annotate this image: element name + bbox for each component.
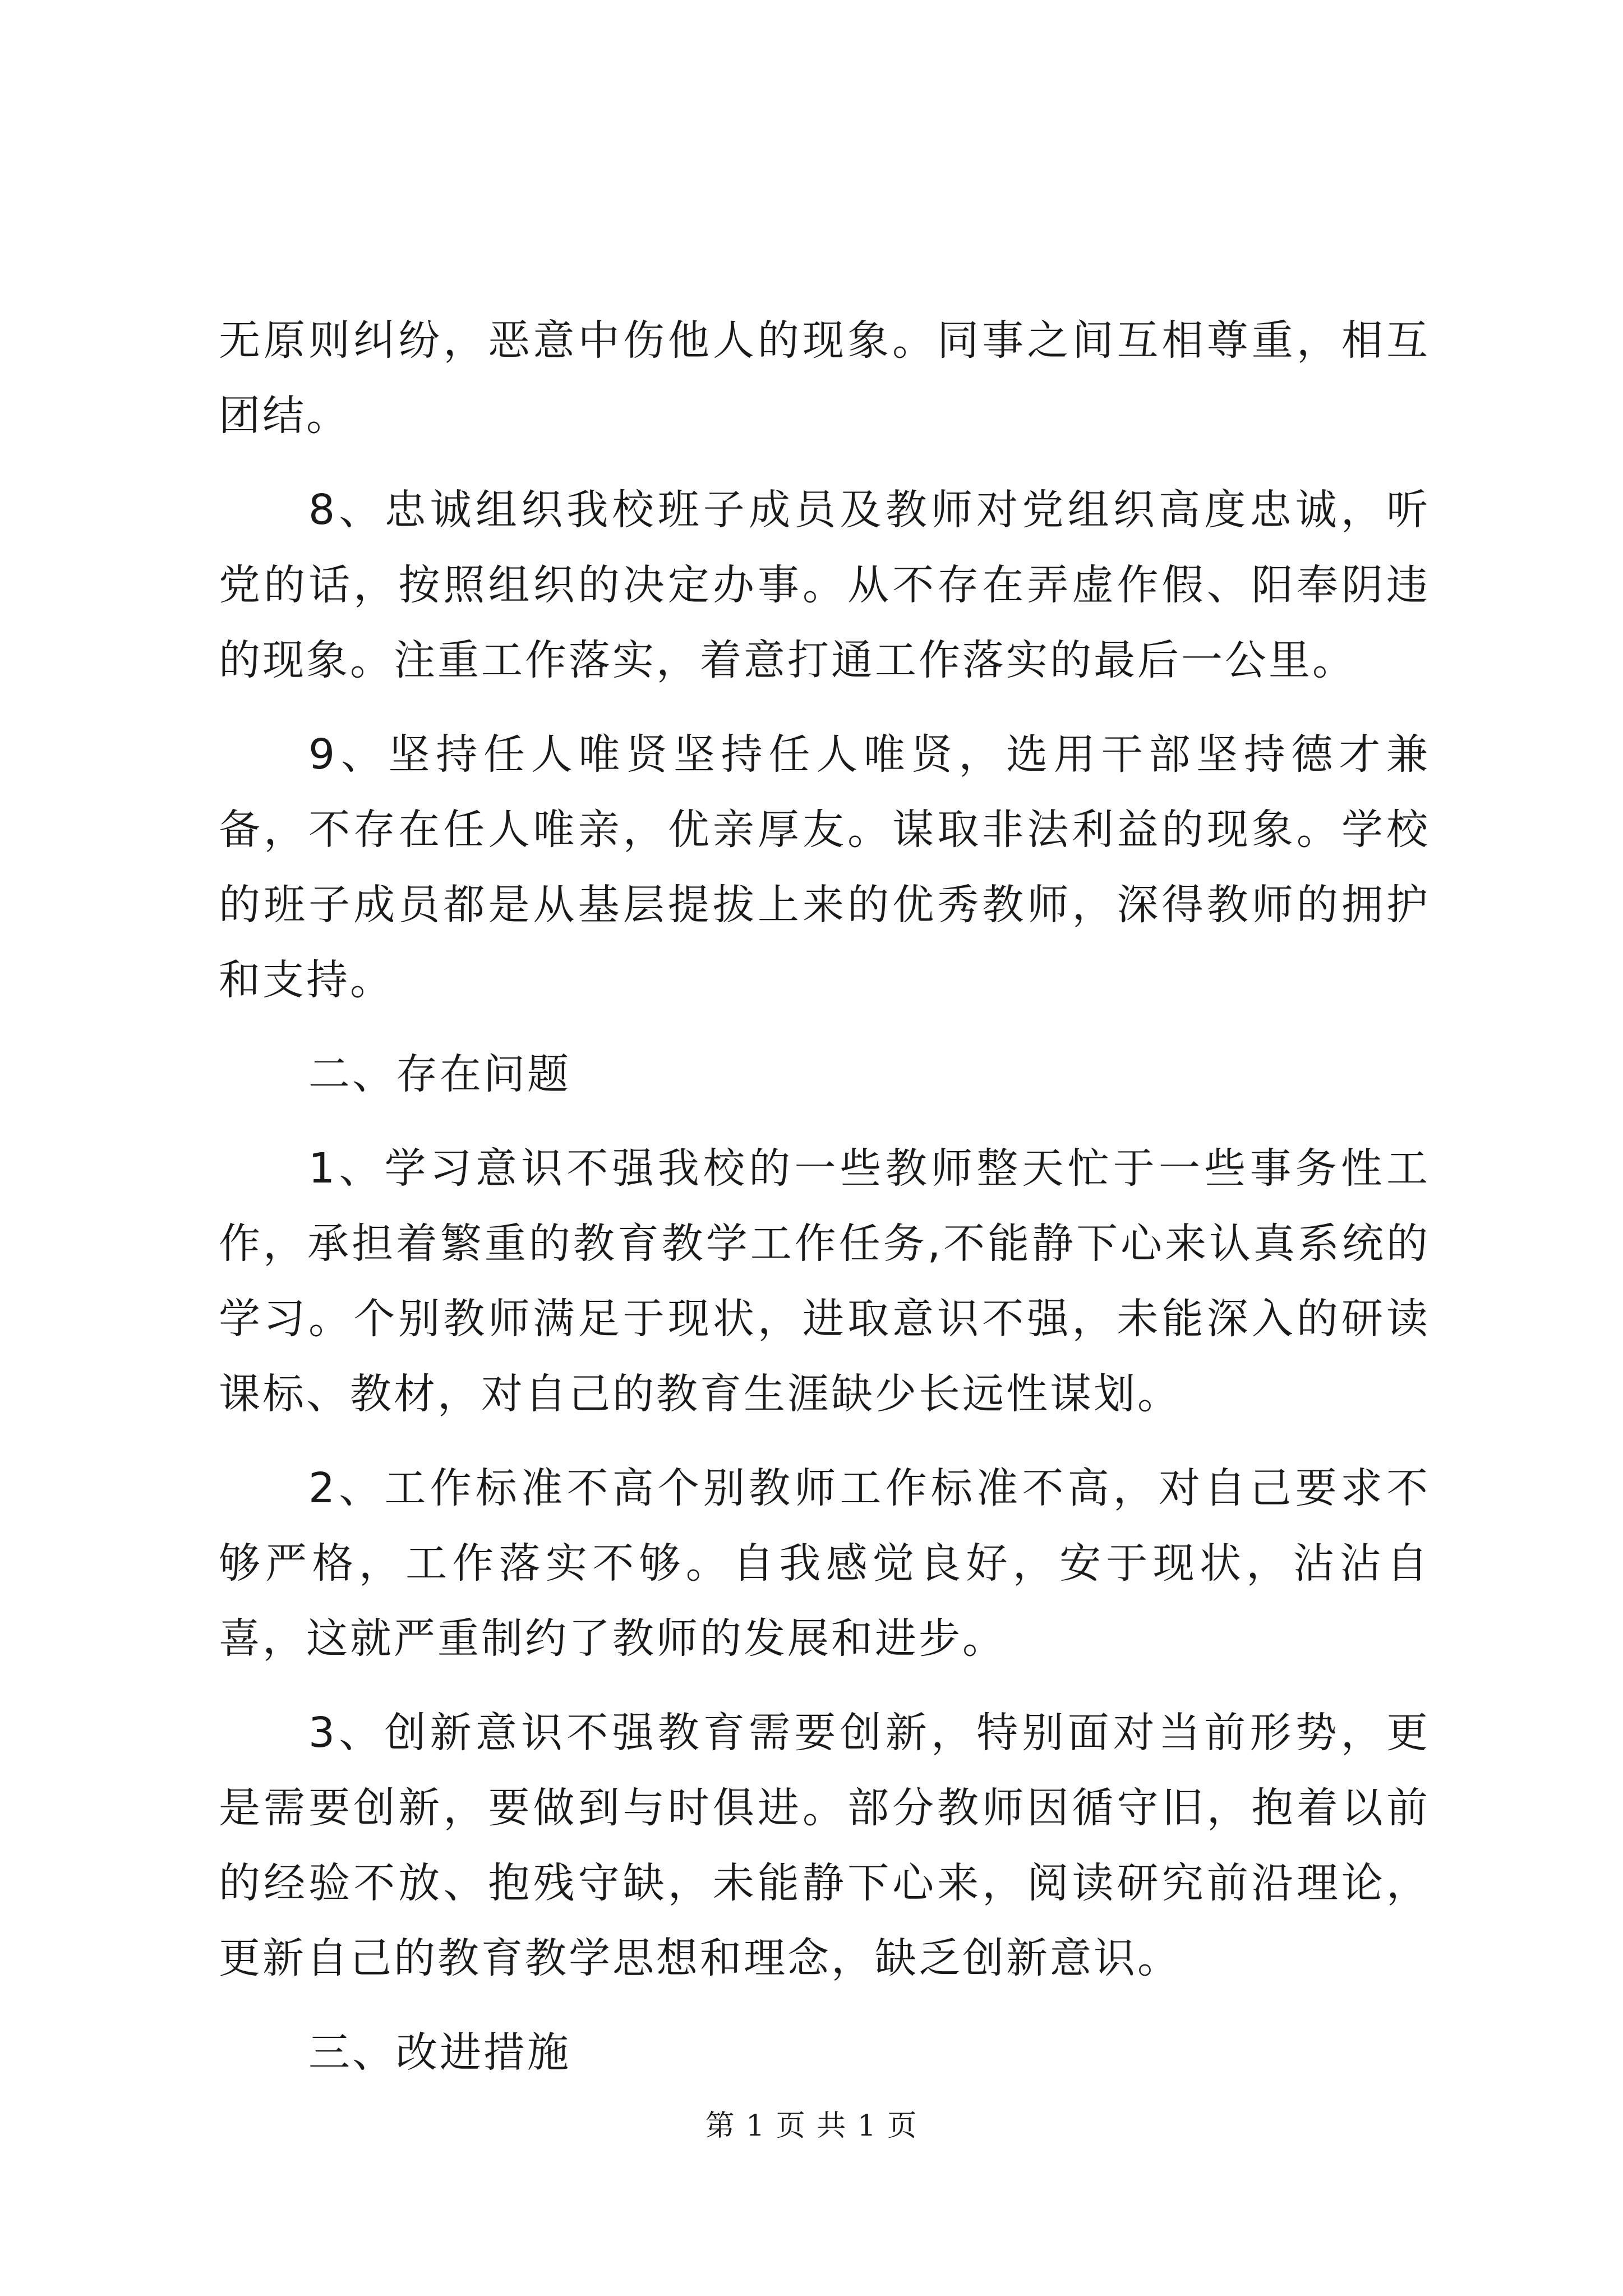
paragraph-problem-3: 3、创新意识不强教育需要创新，特别面对当前形势，更是需要创新，要做到与时俱进。部分教师因循守旧，抱着以前的经验不放、抱残守缺，未能静下心来，阅读研究前沿理论，更新自己的教育教学思想和理念，缺乏创新意识。 <box>219 1709 1430 1982</box>
paragraph-problem-1: 1、学习意识不强我校的一些教师整天忙于一些事务性工作，承担着繁重的教育教学工作任务,不能静下心来认真系统的学习。个别教师满足于现状，进取意识不强，未能深入的研读课标、教材，对自己的教育生涯缺少长远性谋划。 <box>219 1144 1430 1418</box>
paragraph-problem-2: 2、工作标准不高个别教师工作标准不高，对自己要求不够严格，工作落实不够。自我感觉良好，安于现状，沾沾自喜，这就严重制约了教师的发展和进步。 <box>219 1464 1430 1663</box>
paragraph-item-8: 8、忠诚组织我校班子成员及教师对党组织高度忠诚，听党的话，按照组织的决定办事。从不存在弄虚作假、阳奉阴违的现象。注重工作落实，着意打通工作落实的最后一公里。 <box>219 486 1430 684</box>
section-heading-problems: 二、存在问题 <box>308 1050 571 1098</box>
paragraph-continuation: 无原则纠纷，恶意中伤他人的现象。同事之间互相尊重，相互团结。 <box>219 316 1430 440</box>
page-number-footer: 第 1 页 共 1 页 <box>705 2109 918 2143</box>
document-body <box>219 303 1430 2109</box>
section-heading-measures: 三、改进措施 <box>308 2028 571 2077</box>
paragraph-item-9: 9、坚持任人唯贤坚持任人唯贤，选用干部坚持德才兼备，不存在任人唯亲，优亲厚友。谋取非法利益的现象。学校的班子成员都是从基层提拔上来的优秀教师，深得教师的拥护和支持。 <box>219 730 1430 1004</box>
